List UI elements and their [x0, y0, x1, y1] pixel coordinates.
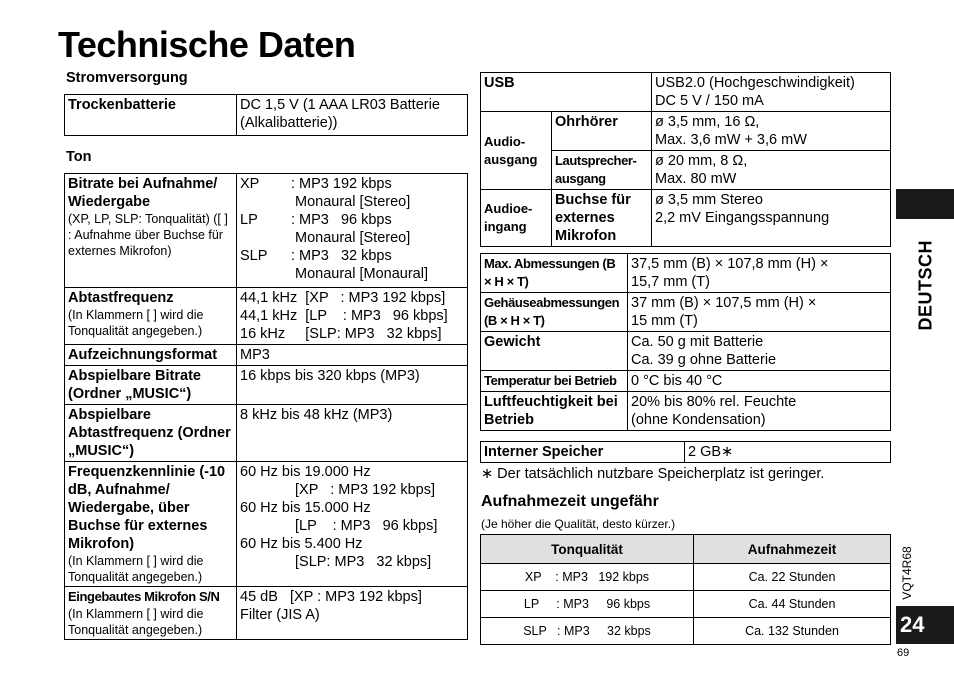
power-label: Trockenbatterie: [65, 95, 237, 136]
temp-value: 0 °C bis 40 °C: [628, 371, 891, 392]
sampling-label: Abtastfrequenz: [68, 290, 174, 306]
snr-value: [237, 587, 468, 640]
frequency-line-3b: [SLP: MP3 32 kbps]: [295, 554, 432, 570]
speaker-line-1: ø 20 mm, 8 Ω,: [655, 153, 748, 169]
max-dim-label: Max. Abmessungen (B × H × T): [481, 254, 628, 293]
sound-heading: Ton: [66, 149, 92, 165]
bitrate-label: Bitrate bei Aufnahme/ Wiedergabe: [68, 176, 218, 210]
mic-value: [652, 190, 891, 247]
bitrate-lp-sub: Monaural [Stereo]: [295, 230, 411, 246]
power-table: [64, 94, 468, 136]
io-table: [480, 72, 891, 247]
frequency-line-1: 60 Hz bis 19.000 Hz: [240, 464, 371, 480]
memory-table: [480, 441, 891, 463]
usb-line-1: USB2.0 (Hochgeschwindigkeit): [655, 75, 855, 91]
playable-bitrate-label: Abspielbare Bitrate (Ordner „MUSIC“): [65, 366, 237, 405]
format-label: Aufzeichnungsformat: [65, 345, 237, 366]
frequency-line-2b: [LP : MP3 96 kbps]: [295, 518, 438, 534]
bitrate-note: (XP, LP, SLP: Tonqualität) ([ ] : Aufnahme über Buchse für externes Mikrofon): [68, 212, 228, 258]
mic-line-2: 2,2 mV Eingangsspannung: [655, 210, 830, 226]
speaker-line-2: Max. 80 mW: [655, 171, 737, 187]
frequency-label: Frequenzkennlinie (-10 dB, Aufnahme/ Wiedergabe, über Buchse für externes Mikrofon): [68, 464, 226, 552]
sampling-line-3: 16 kHz [SLP: MP3 32 kbps]: [240, 326, 442, 342]
rec-col-quality: Tonqualität: [481, 535, 694, 564]
audio-out-group: Audio-ausgang: [481, 112, 552, 190]
bitrate-xp: XP: [240, 176, 260, 192]
rec-time-heading: Aufnahmezeit ungefähr: [481, 493, 659, 510]
headphone-line-2: Max. 3,6 mW + 3,6 mW: [655, 132, 807, 148]
format-value: MP3: [237, 345, 468, 366]
sampling-line-2: 44,1 kHz [LP : MP3 96 kbps]: [240, 308, 448, 324]
mic-line-1: ø 3,5 mm Stereo: [655, 192, 763, 208]
memory-value: 2 GB∗: [685, 442, 891, 463]
model-code: VQT4R68: [900, 546, 914, 600]
playable-sampling-value: 8 kHz bis 48 kHz (MP3): [237, 405, 468, 462]
headphone-label: Ohrhörer: [552, 112, 652, 151]
body-dim-value: [628, 293, 891, 332]
humidity-line-1: 20% bis 80% rel. Feuchte: [631, 394, 797, 410]
playable-sampling-label: Abspielbare Abtastfrequenz (Ordner „MUSIC“): [65, 405, 237, 462]
max-dim-line-2: 15,7 mm (T): [631, 274, 710, 290]
usb-label: USB: [481, 73, 652, 112]
frequency-value: [237, 462, 468, 587]
sampling-line-1: 44,1 kHz [XP : MP3 192 kbps]: [240, 290, 446, 306]
body-dim-line-2: 15 mm (T): [631, 313, 698, 329]
frequency-line-3: 60 Hz bis 5.400 Hz: [240, 536, 363, 552]
body-dim-label: Gehäuseabmessungen (B × H × T): [481, 293, 628, 332]
frequency-cell: [65, 462, 237, 587]
humidity-value: [628, 392, 891, 431]
bitrate-cell: [65, 174, 237, 288]
sound-table: [64, 173, 468, 640]
language-label: DEUTSCH: [915, 239, 936, 331]
snr-note: (In Klammern [ ] wird die Tonqualität angegeben.): [68, 607, 204, 637]
headphone-line-1: ø 3,5 mm, 16 Ω,: [655, 114, 760, 130]
page-title: Technische Daten: [58, 24, 356, 65]
power-heading: Stromversorgung: [66, 70, 188, 86]
usb-line-2: DC 5 V / 150 mA: [655, 93, 764, 109]
physical-table: [480, 253, 891, 431]
bitrate-xp-sub: Monaural [Stereo]: [295, 194, 411, 210]
bitrate-xp-val: : MP3 192 kbps: [291, 176, 392, 192]
usb-value: [652, 73, 891, 112]
bitrate-slp-sub: Monaural [Monaural]: [295, 266, 428, 282]
language-tab-marker: [896, 189, 954, 219]
snr-value-1: 45 dB [XP : MP3 192 kbps]: [240, 589, 422, 605]
weight-line-2: Ca. 39 g ohne Batterie: [631, 352, 777, 368]
rec-time-table: [480, 534, 891, 645]
headphone-value: [652, 112, 891, 151]
snr-value-2: Filter (JIS A): [240, 607, 320, 623]
rec-row-3-time: Ca. 132 Stunden: [694, 618, 891, 645]
bitrate-slp-val: : MP3 32 kbps: [291, 248, 392, 264]
max-dim-value: [628, 254, 891, 293]
playable-bitrate-value: 16 kbps bis 320 kbps (MP3): [237, 366, 468, 405]
weight-label: Gewicht: [481, 332, 628, 371]
speaker-label: Lautsprecher-ausgang: [552, 151, 652, 190]
rec-row-3-quality: SLP : MP3 32 kbps: [481, 618, 694, 645]
bitrate-lp: LP: [240, 212, 258, 228]
speaker-value: [652, 151, 891, 190]
memory-label: Interner Speicher: [481, 442, 685, 463]
sampling-note: (In Klammern [ ] wird die Tonqualität angegeben.): [68, 308, 204, 338]
weight-value: [628, 332, 891, 371]
bitrate-lp-val: : MP3 96 kbps: [291, 212, 392, 228]
power-value: DC 1,5 V (1 AAA LR03 Batterie (Alkalibatterie)): [237, 95, 468, 136]
body-dim-line-1: 37 mm (B) × 107,5 mm (H) ×: [631, 295, 817, 311]
snr-label: Eingebautes Mikrofon S/N: [68, 589, 220, 604]
rec-col-time: Aufnahmezeit: [694, 535, 891, 564]
bitrate-value: [237, 174, 468, 288]
mic-label: Buchse für externes Mikrofon: [552, 190, 652, 247]
sampling-value: [237, 288, 468, 345]
sampling-cell: [65, 288, 237, 345]
frequency-line-2: 60 Hz bis 15.000 Hz: [240, 500, 371, 516]
small-page-number: 69: [897, 647, 910, 659]
max-dim-line-1: 37,5 mm (B) × 107,8 mm (H) ×: [631, 256, 829, 272]
memory-footnote: ∗ Der tatsächlich nutzbare Speicherplatz ist geringer.: [481, 466, 825, 482]
temp-label: Temperatur bei Betrieb: [481, 371, 628, 392]
audio-in-group: Audioe-ingang: [481, 190, 552, 247]
bitrate-slp: SLP: [240, 248, 268, 264]
rec-row-2-quality: LP : MP3 96 kbps: [481, 591, 694, 618]
frequency-note: (In Klammern [ ] wird die Tonqualität angegeben.): [68, 554, 204, 584]
humidity-line-2: (ohne Kondensation): [631, 412, 766, 428]
rec-row-2-time: Ca. 44 Stunden: [694, 591, 891, 618]
rec-row-1-quality: XP : MP3 192 kbps: [481, 564, 694, 591]
snr-cell: [65, 587, 237, 640]
rec-time-subtitle: (Je höher die Qualität, desto kürzer.): [481, 517, 676, 531]
humidity-label: Luftfeuchtigkeit bei Betrieb: [481, 392, 628, 431]
page-number: 24: [896, 606, 954, 644]
frequency-line-1b: [XP : MP3 192 kbps]: [295, 482, 435, 498]
weight-line-1: Ca. 50 g mit Batterie: [631, 334, 764, 350]
rec-row-1-time: Ca. 22 Stunden: [694, 564, 891, 591]
